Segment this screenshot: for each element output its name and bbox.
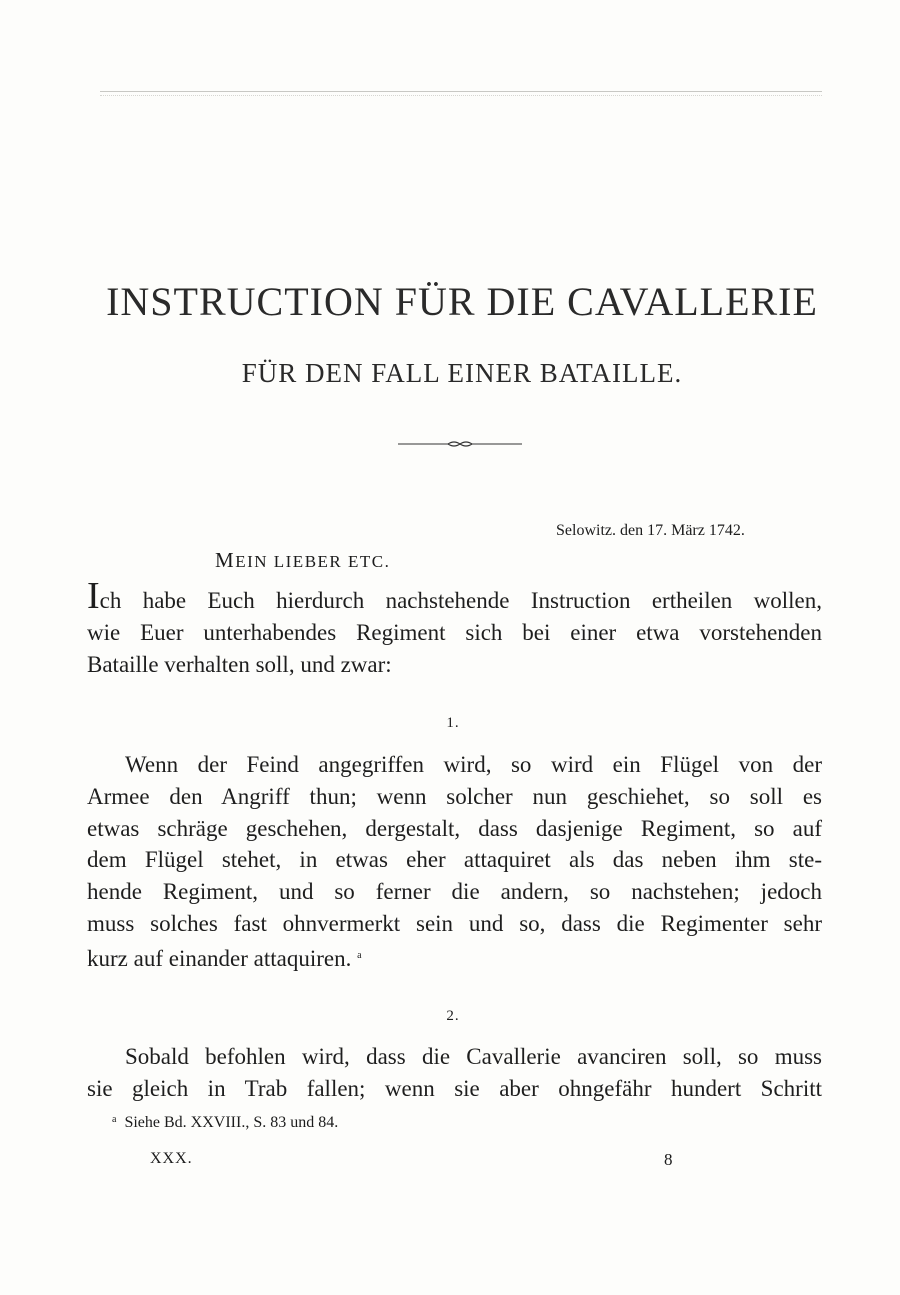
- top-rule: [100, 91, 822, 92]
- section-number: 1.: [446, 715, 460, 731]
- section-2-paragraph: [87, 1041, 822, 1105]
- footnote-ref[interactable]: a: [357, 949, 362, 961]
- text-line: wie Euer unterhabendes Regiment sich bei einer etwa vorstehenden: [87, 619, 822, 645]
- text-line: etwas schräge geschehen, dergestalt, dass dasjenige Regiment, so auf: [87, 815, 822, 841]
- text-line: sie gleich in Trab fallen; wenn sie aber ohngefähr hundert Schritt: [87, 1075, 822, 1101]
- text-line: hende Regiment, und so ferner die andern, so nachstehen; jedoch: [87, 879, 822, 905]
- text-line: [87, 940, 822, 975]
- drop-cap: I: [87, 575, 100, 617]
- salutation: [215, 548, 390, 573]
- text-line: Armee den Angriff thun; wenn solcher nun geschiehet, so soll es: [87, 783, 822, 809]
- ornament-divider-icon: [396, 437, 524, 451]
- text-line: Sobald befohlen wird, dass die Cavallerie avanciren soll, so muss: [125, 1044, 822, 1069]
- salutation-rest: EIN LIEBER ETC.: [235, 552, 391, 571]
- text-line: dem Flügel stehet, in etwas eher attaquiret als das neben ihm ste-: [87, 847, 822, 873]
- page-subtitle: FÜR DEN FALL EINER BATAILLE.: [241, 358, 683, 388]
- text-line: [87, 575, 822, 617]
- footnote: [112, 1114, 338, 1132]
- section-1-paragraph: [87, 749, 822, 975]
- top-rule-dotted: [100, 95, 822, 96]
- text-line: Bataille verhalten soll, und zwar:: [87, 651, 392, 677]
- text-line: muss solches fast ohnvermerkt sein und so, dass die Regimenter sehr: [87, 910, 822, 936]
- text-line: Wenn der Feind angegriffen wird, so wird ein Flügel von der: [125, 752, 822, 777]
- intro-paragraph: [87, 575, 822, 680]
- footnote-text: Siehe Bd. XXVIII., S. 83 und 84.: [124, 1114, 339, 1131]
- text-line-end: kurz auf einander attaquiren.: [87, 945, 352, 971]
- section-number: 2.: [446, 1008, 460, 1024]
- page-title: INSTRUCTION FÜR DIE CAVALLERIE: [106, 279, 818, 324]
- footnote-mark: a: [112, 1114, 117, 1125]
- place-date: Selowitz. den 17. März 1742.: [556, 522, 745, 539]
- signature-mark: XXX.: [150, 1150, 193, 1167]
- page-number: 8: [664, 1150, 673, 1169]
- salutation-cap: M: [215, 548, 236, 572]
- intro-line-1: ch habe Euch hierdurch nachstehende Instruction ertheilen wollen,: [99, 588, 822, 613]
